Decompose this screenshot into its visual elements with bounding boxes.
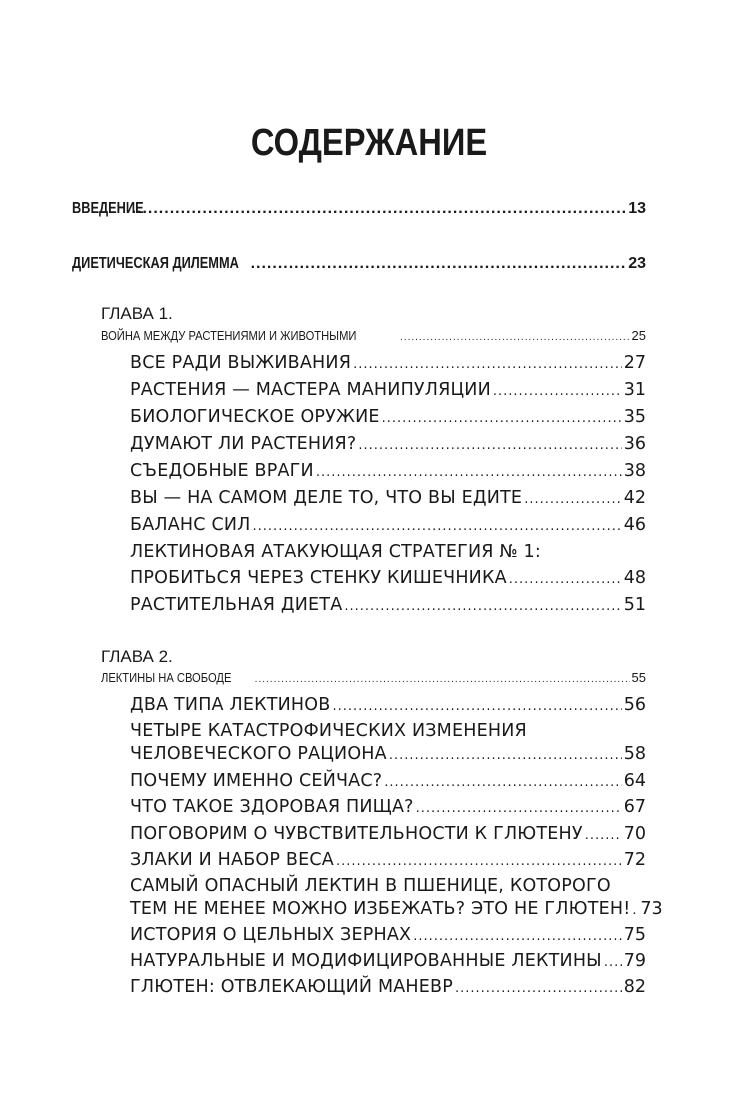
toc-entry-line[interactable]: ЛЕКТИНОВАЯ АТАКУЮЩАЯ СТРАТЕГИЯ № 1: <box>130 542 541 562</box>
toc-label: НАТУРАЛЬНЫЕ И МОДИФИЦИРОВАННЫЕ ЛЕКТИНЫ <box>130 951 602 971</box>
toc-page: 31 <box>623 380 646 400</box>
toc-entry[interactable] <box>130 797 646 817</box>
toc-page: 79 <box>623 951 646 971</box>
toc-entry[interactable] <box>130 434 646 454</box>
toc-page: 67 <box>623 797 646 817</box>
leader-dots <box>316 465 622 480</box>
toc-label: ДИЕТИЧЕСКАЯ ДИЛЕММА <box>72 255 239 272</box>
toc-label: ЧЕЛОВЕЧЕСКОГО РАЦИОНА <box>130 744 387 764</box>
toc-label: СЪЕДОБНЫЕ ВРАГИ <box>130 461 314 481</box>
toc-page: 35 <box>623 407 646 427</box>
toc-page: 75 <box>623 925 646 945</box>
page-title: СОДЕРЖАНИЕ <box>250 122 488 164</box>
leader-dots <box>632 903 638 918</box>
leader-dots <box>400 332 630 343</box>
toc-page: 25 <box>631 328 646 343</box>
toc-label: ПОЧЕМУ ИМЕННО СЕЙЧАС? <box>130 771 383 791</box>
toc-page: 27 <box>623 353 646 373</box>
toc-entry[interactable] <box>130 824 646 844</box>
leader-dots <box>353 357 622 372</box>
toc-label: БИОЛОГИЧЕСКОЕ ОРУЖИЕ <box>130 407 380 427</box>
toc-label: ГЛЮТЕН: ОТВЛЕКАЮЩИЙ МАНЕВР <box>130 977 453 997</box>
toc-page: 42 <box>623 488 646 508</box>
toc-entry[interactable] <box>130 771 646 791</box>
leader-dots <box>389 748 622 763</box>
leader-dots <box>509 572 622 587</box>
toc-entry[interactable] <box>130 515 646 535</box>
toc-page: 48 <box>623 568 646 588</box>
leader-dots <box>413 929 622 944</box>
toc-page: 46 <box>623 515 646 535</box>
toc-page: 38 <box>623 461 646 481</box>
toc-entry[interactable] <box>130 850 646 870</box>
leader-dots <box>382 411 622 426</box>
toc-entry[interactable] <box>130 899 663 919</box>
chapter-2-heading: ГЛАВА 2. <box>101 647 173 666</box>
toc-label: ВВЕДЕНИЕ <box>72 200 144 217</box>
toc-page: 58 <box>623 744 646 764</box>
leader-dots <box>253 519 622 534</box>
leader-dots <box>132 200 627 218</box>
leader-dots <box>255 674 630 685</box>
toc-label: БАЛАНС СИЛ <box>130 515 251 535</box>
toc-page: 13 <box>628 200 646 217</box>
leader-dots <box>524 492 622 507</box>
toc-label: ВЫ — НА САМОМ ДЕЛЕ ТО, ЧТО ВЫ ЕДИТЕ <box>130 488 523 508</box>
leader-dots <box>336 854 622 869</box>
toc-entry[interactable] <box>130 353 646 373</box>
leader-dots <box>493 384 622 399</box>
leader-dots <box>344 599 621 614</box>
toc-label: ЗЛАКИ И НАБОР ВЕСА <box>130 850 334 870</box>
toc-page: 64 <box>623 771 646 791</box>
toc-entry[interactable] <box>130 407 646 427</box>
leader-dots <box>358 438 621 453</box>
toc-entry[interactable] <box>130 977 646 997</box>
toc-label: ВСЕ РАДИ ВЫЖИВАНИЯ <box>130 353 352 373</box>
toc-chapter-2-title[interactable] <box>101 670 646 685</box>
toc-label: ПОГОВОРИМ О ЧУВСТВИТЕЛЬНОСТИ К ГЛЮТЕНУ <box>130 824 583 844</box>
toc-entry[interactable] <box>130 951 646 971</box>
toc-entry[interactable] <box>130 595 646 615</box>
toc-page: 56 <box>623 695 646 715</box>
toc-entry[interactable] <box>130 925 646 945</box>
toc-page: 73 <box>640 899 663 919</box>
toc-entry[interactable] <box>130 380 646 400</box>
toc-entry[interactable] <box>130 695 646 715</box>
leader-dots <box>585 828 622 843</box>
toc-label: ТЕМ НЕ МЕНЕЕ МОЖНО ИЗБЕЖАТЬ? ЭТО НЕ ГЛЮТЕН! <box>130 899 631 919</box>
toc-entry[interactable] <box>130 488 646 508</box>
toc-page: 70 <box>623 824 646 844</box>
toc-page: 36 <box>623 434 646 454</box>
toc-entry[interactable] <box>130 568 646 588</box>
toc-label: ИСТОРИЯ О ЦЕЛЬНЫХ ЗЕРНАХ <box>130 925 412 945</box>
toc-label: ЛЕКТИНЫ НА СВОБОДЕ <box>101 670 232 685</box>
leader-dots <box>604 955 622 970</box>
toc-page: 51 <box>623 595 646 615</box>
toc-label: ПРОБИТЬСЯ ЧЕРЕЗ СТЕНКУ КИШЕЧНИКА <box>130 568 507 588</box>
toc-label: ЧТО ТАКОЕ ЗДОРОВАЯ ПИЩА? <box>130 797 414 817</box>
toc-entry-line[interactable]: ЧЕТЫРЕ КАТАСТРОФИЧЕСКИХ ИЗМЕНЕНИЯ <box>130 721 527 741</box>
toc-chapter-1-title[interactable] <box>101 328 646 343</box>
toc-page: 82 <box>623 977 646 997</box>
chapter-1-heading: ГЛАВА 1. <box>101 304 173 323</box>
toc-label: ДВА ТИПА ЛЕКТИНОВ <box>130 695 331 715</box>
leader-dots <box>416 801 622 816</box>
toc-entry-line[interactable]: САМЫЙ ОПАСНЫЙ ЛЕКТИН В ПШЕНИЦЕ, КОТОРОГО <box>130 876 611 896</box>
toc-label: РАСТИТЕЛЬНАЯ ДИЕТА <box>130 595 343 615</box>
toc-entry-dilemma[interactable] <box>72 255 646 273</box>
leader-dots <box>251 255 627 273</box>
leader-dots <box>384 775 621 790</box>
toc-page: 72 <box>623 850 646 870</box>
leader-dots <box>332 699 621 714</box>
toc-entry[interactable] <box>130 461 646 481</box>
leader-dots <box>455 981 622 996</box>
toc-label: ДУМАЮТ ЛИ РАСТЕНИЯ? <box>130 434 357 454</box>
toc-entry[interactable] <box>130 744 646 764</box>
toc-label: РАСТЕНИЯ — МАСТЕРА МАНИПУЛЯЦИИ <box>130 380 491 400</box>
toc-entry-introduction[interactable] <box>72 200 646 218</box>
toc-page: 23 <box>628 255 646 272</box>
toc-page: 55 <box>631 670 646 685</box>
toc-label: ВОЙНА МЕЖДУ РАСТЕНИЯМИ И ЖИВОТНЫМИ <box>101 328 357 343</box>
